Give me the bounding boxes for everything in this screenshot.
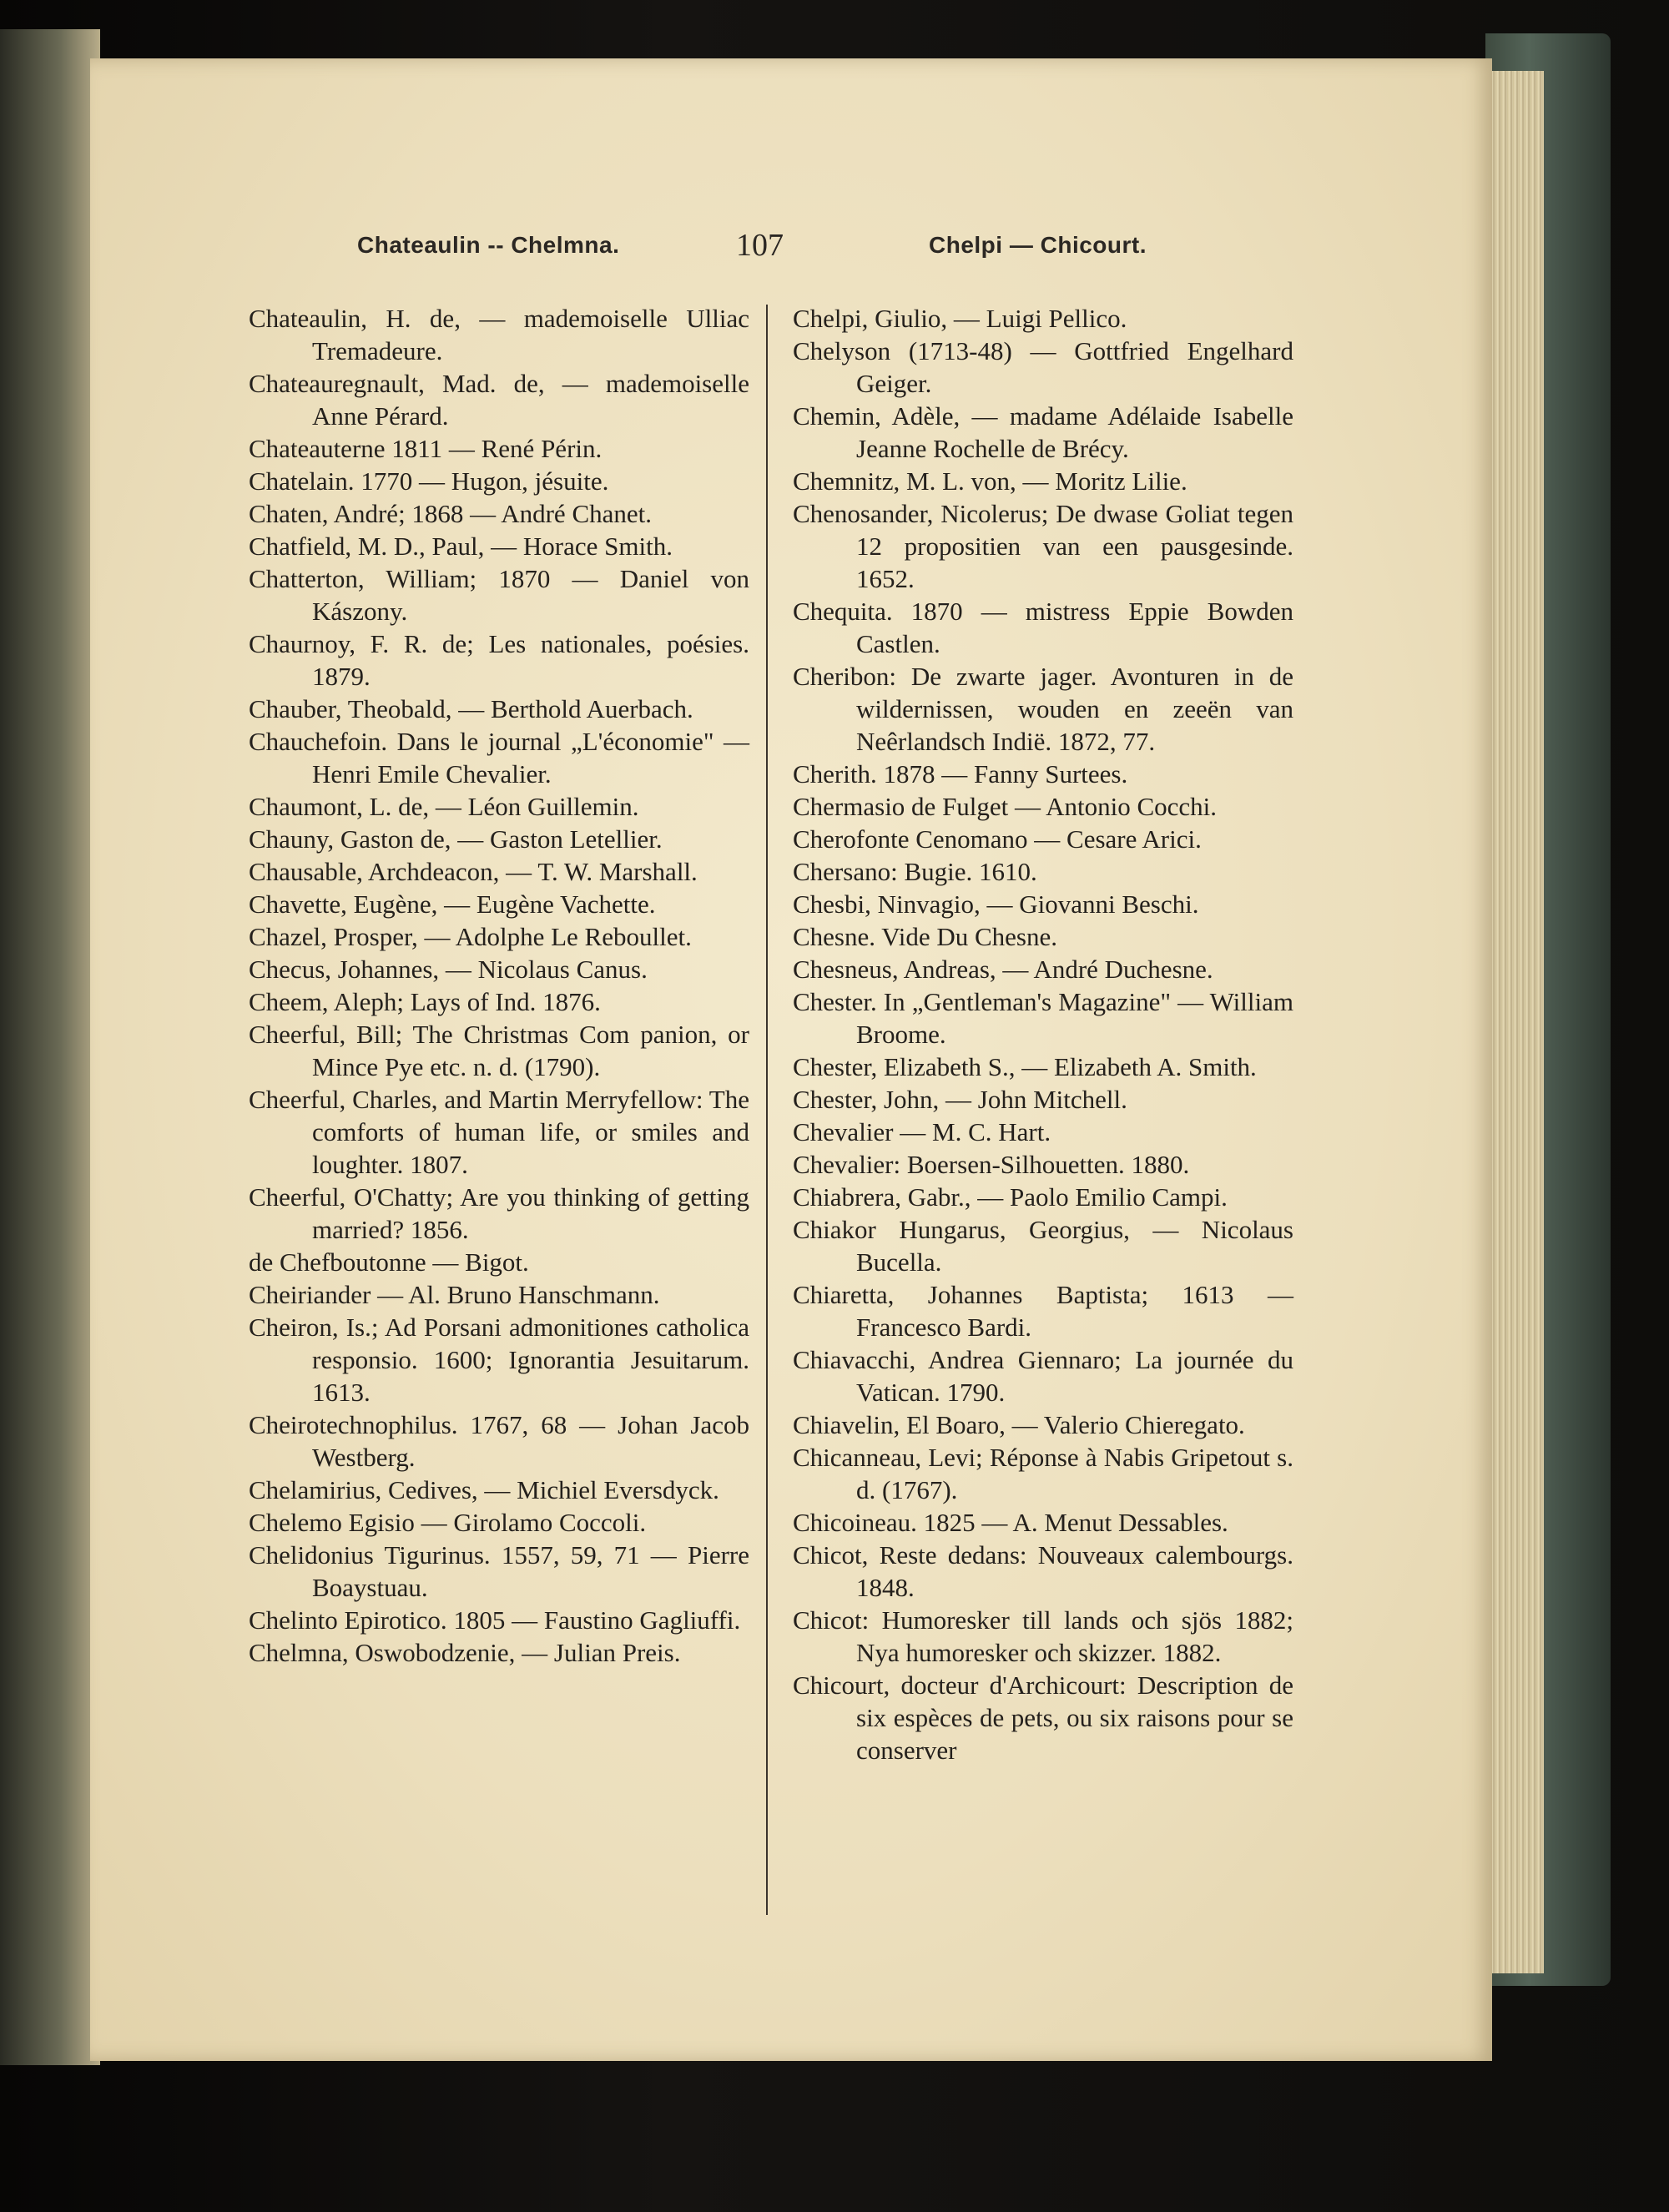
index-entry: Chaumont, L. de, — Léon Guillemin. <box>249 792 639 821</box>
index-entry: Chiakor Hungarus, Georgius, — Nicolaus Bucella. <box>793 1215 1293 1277</box>
index-entry: Chatelain. 1770 — Hugon, jésuite. <box>249 466 609 496</box>
index-entry: Chemnitz, M. L. von, — Moritz Lilie. <box>793 466 1187 496</box>
index-entry: Chicot: Humoresker till lands och sjös 1882; Nya humoresker och skizzer. 1882. <box>793 1605 1293 1667</box>
index-entry: de Chefboutonne — Bigot. <box>249 1247 529 1277</box>
index-entry: Chiavacchi, Andrea Giennaro; La journée du Vatican. 1790. <box>793 1345 1293 1407</box>
index-entry: Chester, John, — John Mitchell. <box>793 1085 1127 1114</box>
column-divider <box>766 305 768 1915</box>
running-head-right: Chelpi — Chicourt. <box>929 232 1147 258</box>
index-entry: Chicot, Reste dedans: Nouveaux calembourgs. 1848. <box>793 1540 1293 1602</box>
index-entry: Cheerful, O'Chatty; Are you thinking of getting married? 1856. <box>249 1182 749 1244</box>
running-head-left: Chateaulin -- Chelmna. <box>357 232 620 258</box>
index-entry: Chester, Elizabeth S., — Elizabeth A. Smith. <box>793 1052 1257 1081</box>
index-entry: Cheirotechnophilus. 1767, 68 — Johan Jacob Westberg. <box>249 1410 749 1472</box>
index-entry: Chevalier: Boersen-Silhouetten. 1880. <box>793 1150 1190 1179</box>
index-entry: Chateaulin, H. de, — mademoiselle Ulliac Tremadeure. <box>249 304 749 365</box>
index-entry: Chazel, Prosper, — Adolphe Le Reboullet. <box>249 922 692 951</box>
index-entry: Chester. In „Gentleman's Magazine" — William Broome. <box>793 987 1293 1049</box>
facing-page-shadow <box>0 29 100 2065</box>
index-entry: Chavette, Eugène, — Eugène Vachette. <box>249 889 656 919</box>
index-entry: Chicanneau, Levi; Réponse à Nabis Gripetout s. d. (1767). <box>793 1443 1293 1504</box>
index-entry: Chevalier — M. C. Hart. <box>793 1117 1051 1146</box>
index-entry: Chauny, Gaston de, — Gaston Letellier. <box>249 824 663 854</box>
index-entry: Chauber, Theobald, — Berthold Auerbach. <box>249 694 693 723</box>
index-entry: Cheerful, Charles, and Martin Merryfellow: The comforts of human life, or smiles and loughter. 1807. <box>249 1085 749 1179</box>
index-entry: Chelidonius Tigurinus. 1557, 59, 71 — Pierre Boaystuau. <box>249 1540 749 1602</box>
index-entry: Chiavelin, El Boaro, — Valerio Chieregato. <box>793 1410 1245 1439</box>
index-entry: Cheribon: De zwarte jager. Avonturen in de wildernissen, wouden en zeeën van Neêrlandsch Indië. 1872, 77. <box>793 662 1293 756</box>
index-entry: Cheiriander — Al. Bruno Hanschmann. <box>249 1280 660 1309</box>
index-entry: Chermasio de Fulget — Antonio Cocchi. <box>793 792 1218 821</box>
index-entry: Checus, Johannes, — Nicolaus Canus. <box>249 955 648 984</box>
index-entry: Chatfield, M. D., Paul, — Horace Smith. <box>249 532 673 561</box>
index-entry: Cherofonte Cenomano — Cesare Arici. <box>793 824 1202 854</box>
index-entry: Chaten, André; 1868 — André Chanet. <box>249 499 652 528</box>
index-entry: Chesneus, Andreas, — André Duchesne. <box>793 955 1213 984</box>
index-entry: Chelemo Egisio — Girolamo Coccoli. <box>249 1508 647 1537</box>
index-entry: Chateauregnault, Mad. de, — mademoiselle Anne Pérard. <box>249 369 749 431</box>
index-entry: Chemin, Adèle, — madame Adélaide Isabelle Jeanne Rochelle de Brécy. <box>793 401 1293 463</box>
right-column <box>793 302 1293 1766</box>
index-entry: Chausable, Archdeacon, — T. W. Marshall. <box>249 857 698 886</box>
index-entry: Cheiron, Is.; Ad Porsani admonitiones catholica responsio. 1600; Ignorantia Jesuitarum. 1613. <box>249 1313 749 1407</box>
index-entry: Chatterton, William; 1870 — Daniel von Kászony. <box>249 564 749 626</box>
index-entry: Chesne. Vide Du Chesne. <box>793 922 1057 951</box>
index-entry: Cheem, Aleph; Lays of Ind. 1876. <box>249 987 601 1016</box>
page-edges <box>1490 71 1544 1973</box>
index-entry: Chelinto Epirotico. 1805 — Faustino Gagliuffi. <box>249 1605 741 1635</box>
index-entry: Chiaretta, Johannes Baptista; 1613 — Francesco Bardi. <box>793 1280 1293 1342</box>
index-entry: Chesbi, Ninvagio, — Giovanni Beschi. <box>793 889 1199 919</box>
index-entry: Chelpi, Giulio, — Luigi Pellico. <box>793 304 1127 333</box>
page-number: 107 <box>736 228 784 263</box>
index-entry: Cheerful, Bill; The Christmas Com panion, or Mince Pye etc. n. d. (1790). <box>249 1020 749 1081</box>
index-entry: Chicourt, docteur d'Archicourt: Description de six espèces de pets, ou six raisons pour se conserver <box>793 1670 1293 1765</box>
index-entry: Chaurnoy, F. R. de; Les nationales, poésies. 1879. <box>249 629 749 691</box>
index-entry: Chauchefoin. Dans le journal „L'économie" — Henri Emile Chevalier. <box>249 727 749 789</box>
left-column <box>249 302 749 1669</box>
index-entry: Chersano: Bugie. 1610. <box>793 857 1037 886</box>
index-entry: Chicoineau. 1825 — A. Menut Dessables. <box>793 1508 1228 1537</box>
index-entry: Chelmna, Oswobodzenie, — Julian Preis. <box>249 1638 681 1667</box>
index-entry: Chiabrera, Gabr., — Paolo Emilio Campi. <box>793 1182 1228 1212</box>
index-entry: Chenosander, Nicolerus; De dwase Goliat tegen 12 propositien van een pausgesinde. 1652. <box>793 499 1293 593</box>
index-entry: Cherith. 1878 — Fanny Surtees. <box>793 759 1128 789</box>
index-entry: Chelamirius, Cedives, — Michiel Eversdyck. <box>249 1475 719 1504</box>
index-entry: Chelyson (1713-48) — Gottfried Engelhard Geiger. <box>793 336 1293 398</box>
index-entry: Chequita. 1870 — mistress Eppie Bowden Castlen. <box>793 597 1293 658</box>
index-entry: Chateauterne 1811 — René Périn. <box>249 434 603 463</box>
